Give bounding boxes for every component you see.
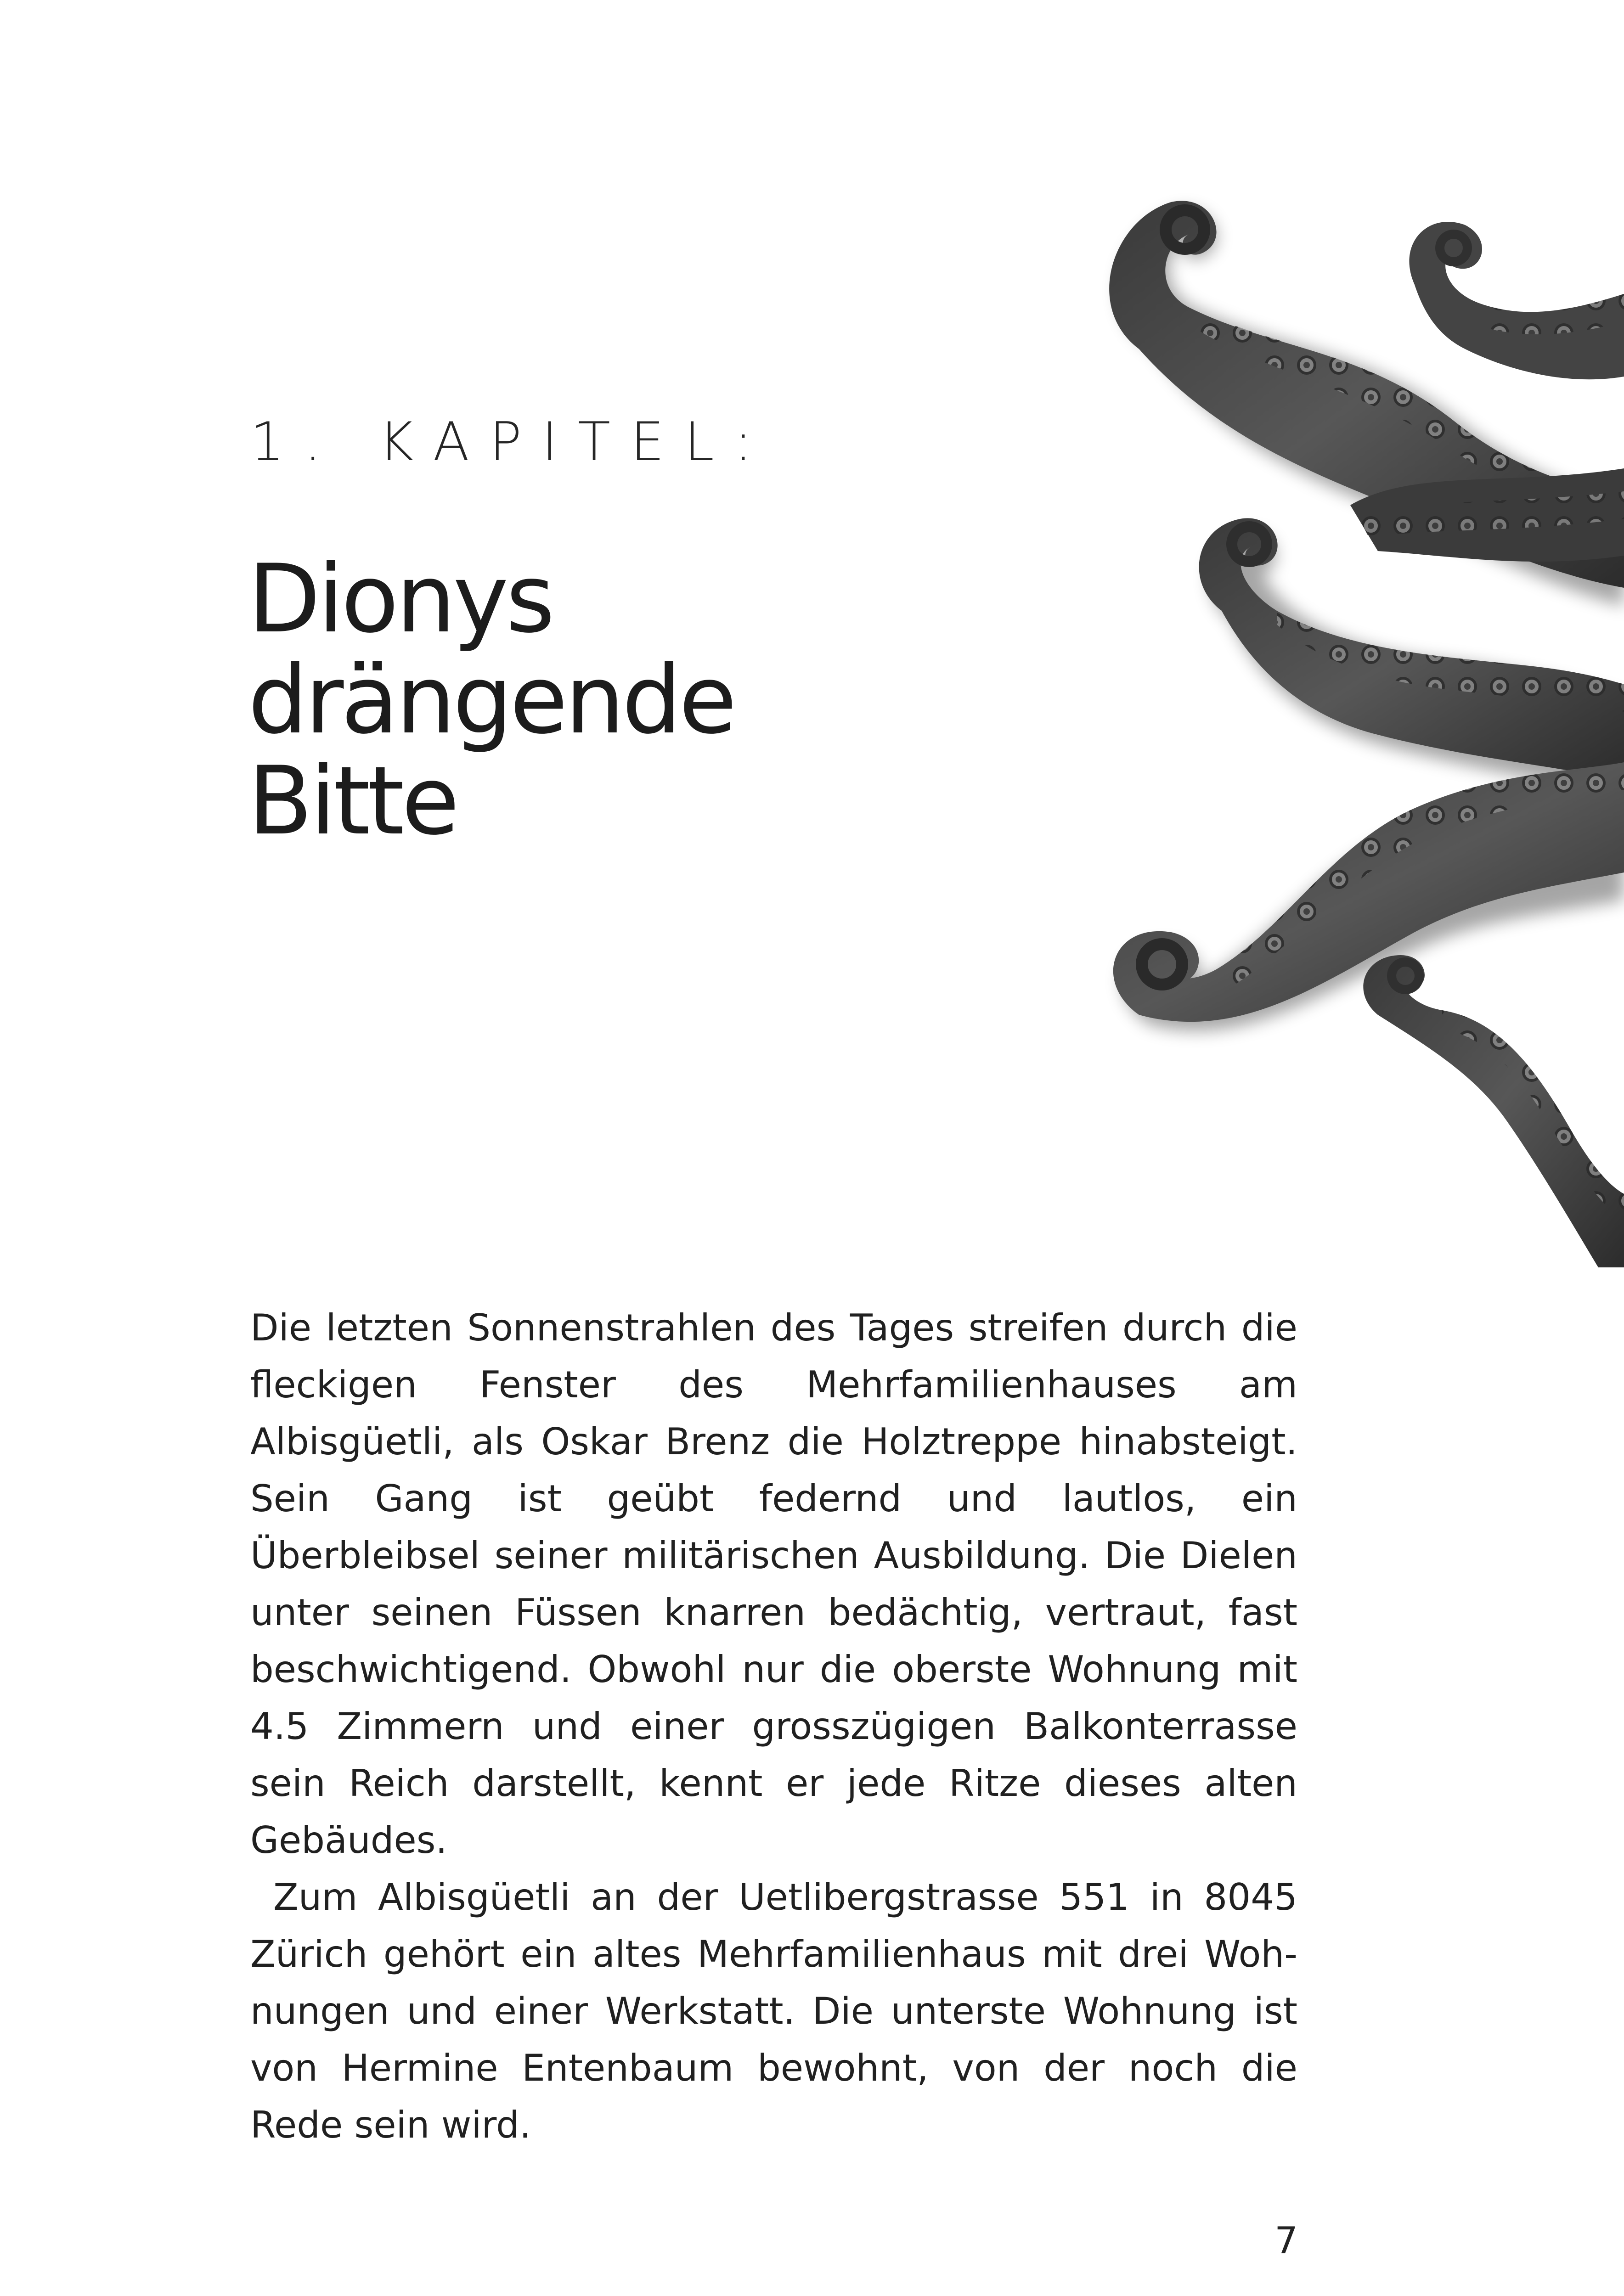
chapter-title-line-2: drängende [248,646,734,755]
chapter-title-line-3: Bitte [248,747,457,856]
chapter-title-line-1: Dionys [248,545,553,654]
body-text [250,1300,1297,2154]
page-number: 7 [1274,2219,1298,2262]
octopus-tentacles-illustration [1001,92,1624,1267]
paragraph-2: Zum Albisgüetli an der Uetlibergstrasse 551 in 8045 Zürich gehört ein altes Mehrfamilienhaus mit drei Wohnungen und einer Werkstatt. Die unterste Wohnung ist von Hermine Entenbaum bewohnt, von der noch die Rede sein wird. [250,1876,1297,2146]
paragraph-1: Die letzten Sonnenstrahlen des Tages streifen durch die fleckigen Fenster des Mehrfamilienhauses am Albisgüetli, als Oskar Brenz die Holztreppe hinabsteigt. Sein Gang ist geübt federnd und lautlos, ein Überbleibsel seiner militärischen Ausbildung. Die Dielen unter seinen Füssen knarren bedächtig, vertraut, fast beschwichtigend. Obwohl nur die oberste Wohnung mit 4.5 Zimmern und einer grosszügigen Balkonterrasse sein Reich darstellt, kennt er jede Ritze dieses alten Gebäudes. [250,1306,1297,1862]
chapter-title [248,545,845,856]
chapter-kicker: 1. KAPITEL: [250,411,773,473]
